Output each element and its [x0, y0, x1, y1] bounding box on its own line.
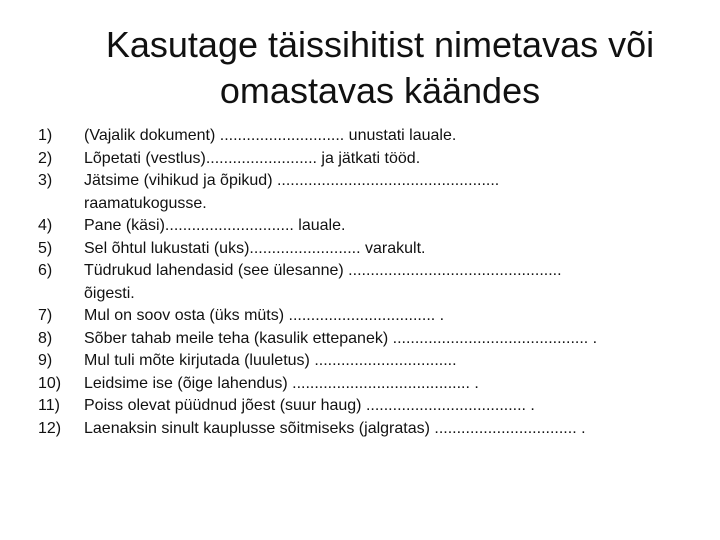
item-text-line: Laenaksin sinult kauplusse sõitmiseks (jalgratas) ................................ . — [84, 419, 586, 437]
item-text-line: õigesti. — [84, 284, 135, 302]
item-number: 4) — [38, 217, 53, 234]
exercise-list — [38, 125, 698, 440]
item-number: 6) — [38, 262, 53, 279]
list-item — [38, 373, 698, 396]
list-item — [38, 260, 698, 305]
item-text-line: Poiss olevat püüdnud jõest (suur haug) .................................... . — [84, 397, 535, 414]
item-text — [84, 328, 698, 351]
item-number: 11) — [38, 397, 60, 414]
list-item — [38, 148, 698, 171]
list-item — [38, 350, 698, 373]
list-item — [38, 395, 698, 418]
item-text-line: raamatukogusse. — [84, 194, 207, 212]
item-number: 10) — [38, 374, 62, 392]
item-text — [84, 260, 698, 305]
item-text — [84, 170, 698, 215]
item-text-line: Leidsime ise (õige lahendus) ........................................ . — [84, 374, 479, 392]
item-text-line: Mul on soov osta (üks müts) ................................. . — [84, 307, 445, 324]
list-item — [38, 418, 698, 441]
list-item — [38, 305, 698, 328]
item-text-line: Tüdrukud lahendasid (see ülesanne) ................................................ — [84, 262, 562, 279]
item-number: 12) — [38, 419, 62, 437]
item-number: 1) — [38, 127, 53, 144]
item-text — [84, 418, 698, 441]
item-text — [84, 215, 698, 238]
list-item — [38, 125, 698, 148]
item-text-line: Mul tuli mõte kirjutada (luuletus) ................................ — [84, 352, 457, 369]
item-text — [84, 148, 698, 171]
item-number: 9) — [38, 352, 53, 369]
list-item — [38, 238, 698, 261]
title-line-2: omastavas käändes — [219, 70, 541, 111]
item-text-line: Jätsime (vihikud ja õpikud) .................................................. — [84, 172, 500, 189]
title-line-1: Kasutage täissihitist nimetavas või — [105, 24, 655, 65]
item-text — [84, 350, 698, 373]
list-item — [38, 328, 698, 351]
item-number: 2) — [38, 149, 53, 167]
item-number: 5) — [38, 239, 53, 257]
list-item — [38, 215, 698, 238]
list-item — [38, 170, 698, 215]
item-text-line: Sel õhtul lukustati (uks)......................... varakult. — [84, 239, 426, 257]
item-text-line: Sõber tahab meile teha (kasulik ettepanek) ............................................ . — [84, 329, 598, 347]
item-text — [84, 238, 698, 261]
item-text — [84, 125, 698, 148]
item-text-line: (Vajalik dokument) ............................ unustati lauale. — [84, 127, 457, 144]
item-text-line: Lõpetati (vestlus)......................... ja jätkati tööd. — [84, 149, 421, 167]
item-number: 7) — [38, 307, 53, 324]
slide-title — [40, 22, 720, 114]
item-number: 8) — [38, 329, 53, 347]
item-text — [84, 373, 698, 396]
item-text-line: Pane (käsi)............................. lauale. — [84, 217, 346, 234]
item-text — [84, 305, 698, 328]
item-number: 3) — [38, 172, 53, 189]
item-text — [84, 395, 698, 418]
